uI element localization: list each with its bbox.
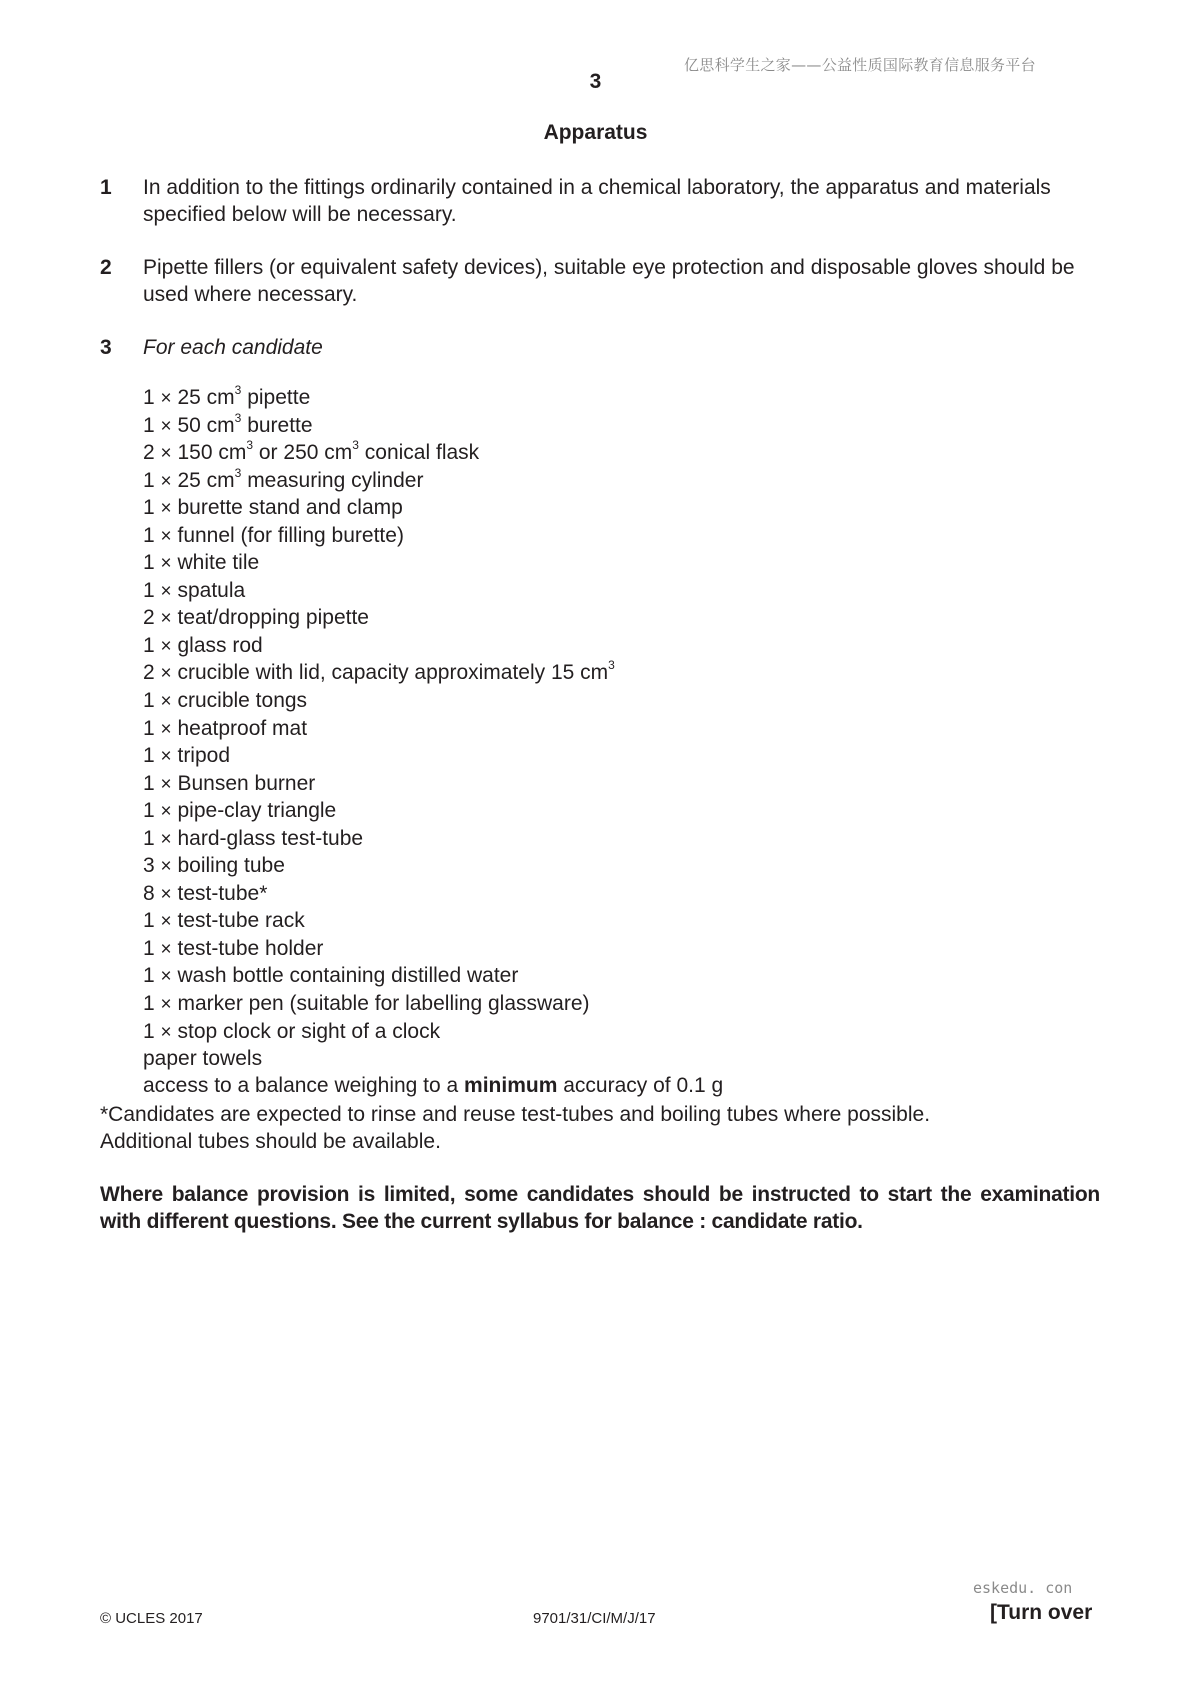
apparatus-item (143, 523, 723, 551)
times-symbol: × (160, 718, 172, 740)
unit-exponent: 3 (234, 383, 242, 397)
item-description: 50 cm (177, 413, 235, 437)
apparatus-item (143, 963, 723, 991)
item-count: 1 (143, 799, 155, 823)
times-symbol: × (160, 828, 172, 850)
apparatus-item (143, 633, 723, 661)
item-count: 1 (143, 578, 155, 602)
item-number: 1 (100, 176, 112, 199)
times-symbol: × (160, 608, 172, 630)
item-description: paper towels (143, 1047, 263, 1071)
item-description: measuring cylinder (241, 468, 424, 492)
item-description: accuracy of 0.1 g (557, 1073, 724, 1097)
item-description: heatproof mat (177, 716, 308, 740)
item-count: 1 (143, 826, 155, 850)
times-symbol: × (160, 911, 172, 933)
item-description: access to a balance weighing to a (143, 1073, 465, 1097)
item-count: 2 (143, 606, 155, 630)
item-description: glass rod (177, 633, 263, 657)
item-description: hard-glass test-tube (177, 826, 364, 850)
apparatus-item (143, 1073, 723, 1100)
item-description: burette (241, 413, 313, 437)
item-count: 3 (143, 854, 155, 878)
times-symbol: × (160, 525, 172, 547)
item-count: 1 (143, 551, 155, 575)
item-text: Pipette fillers (or equivalent safety devices), suitable eye protection and disposable gloves should be used where necessary. (143, 256, 1075, 306)
apparatus-item (143, 440, 723, 468)
item-count: 1 (143, 386, 155, 409)
unit-exponent: 3 (352, 438, 359, 453)
item-count: 1 (143, 964, 155, 988)
item-description: burette stand and clamp (177, 496, 403, 520)
apparatus-item (143, 908, 723, 936)
times-symbol: × (160, 443, 172, 465)
times-symbol: × (160, 801, 172, 823)
apparatus-item (143, 853, 723, 881)
item-count: 1 (143, 771, 155, 795)
item-description: boiling tube (177, 854, 285, 878)
note-line: Additional tubes should be available. (100, 1130, 441, 1153)
apparatus-item (143, 550, 723, 578)
times-symbol: × (160, 883, 172, 905)
balance-provision-note: Where balance provision is limited, some candidates should be instructed to start the examination with different questions. See the current syllabus for balance : candidate ratio. (100, 1183, 1100, 1233)
item-count: 1 (143, 992, 155, 1016)
item-description: marker pen (suitable for labelling glassware) (177, 992, 590, 1016)
times-symbol: × (160, 938, 172, 960)
item-description: conical flask (358, 441, 480, 465)
apparatus-item (143, 1046, 723, 1073)
apparatus-item (143, 936, 723, 964)
apparatus-item (143, 495, 723, 523)
times-symbol: × (160, 580, 172, 602)
instruction-item-2 (100, 254, 1100, 308)
item-count: 1 (143, 1019, 155, 1043)
unit-exponent: 3 (234, 465, 242, 480)
unit-exponent: 3 (246, 438, 254, 453)
apparatus-item (143, 991, 723, 1019)
copyright: © UCLES 2017 (100, 1610, 203, 1627)
times-symbol: × (160, 966, 172, 988)
apparatus-item (143, 1019, 723, 1047)
turn-over-label: [Turn over (990, 1601, 1093, 1624)
item-description: or 250 cm (253, 441, 353, 465)
times-symbol: × (160, 498, 172, 520)
item-number: 2 (100, 256, 112, 279)
item-description: test-tube rack (177, 909, 305, 933)
item-description: spatula (177, 578, 246, 602)
watermark-top: 亿思科学生之家——公益性质国际教育信息服务平台 (684, 56, 1036, 74)
unit-exponent: 3 (234, 410, 242, 425)
item-description: wash bottle containing distilled water (177, 964, 519, 988)
apparatus-list (143, 385, 723, 1099)
times-symbol: × (160, 635, 172, 657)
item-count: 1 (143, 909, 155, 933)
times-symbol: × (160, 994, 172, 1016)
apparatus-item (143, 743, 723, 771)
times-symbol: × (160, 415, 172, 437)
item-description: tripod (177, 744, 231, 768)
item-count: 1 (143, 744, 155, 768)
item-description: funnel (for filling burette) (177, 523, 404, 547)
apparatus-item (143, 465, 723, 496)
item-description: Bunsen burner (177, 771, 316, 795)
item-description: crucible with lid, capacity approximately 15 cm (177, 661, 609, 685)
instruction-item-1 (100, 174, 1100, 228)
item-count: 8 (143, 881, 155, 905)
instruction-item-3 (100, 334, 1100, 361)
unit-exponent: 3 (608, 658, 615, 673)
apparatus-item (143, 410, 723, 441)
times-symbol: × (160, 746, 172, 768)
item-description: test-tube holder (177, 936, 324, 960)
apparatus-item (143, 771, 723, 799)
apparatus-item (143, 798, 723, 826)
item-description: crucible tongs (177, 689, 308, 713)
item-text: In addition to the fittings ordinarily contained in a chemical laboratory, the apparatus and materials specified below will be necessary. (143, 176, 1051, 226)
item-count: 2 (143, 441, 155, 465)
item-count: 1 (143, 633, 155, 657)
item-description: white tile (177, 551, 260, 575)
times-symbol: × (160, 553, 172, 575)
item-count: 1 (143, 523, 155, 547)
times-symbol: × (160, 773, 172, 795)
times-symbol: × (160, 470, 172, 492)
item-count: 1 (143, 689, 155, 713)
document-code: 9701/31/CI/M/J/17 (533, 1610, 656, 1627)
item-text: For each candidate (143, 336, 323, 359)
item-description: pipe-clay triangle (177, 799, 337, 823)
apparatus-item (143, 385, 723, 413)
times-symbol: × (160, 691, 172, 713)
apparatus-item (143, 826, 723, 854)
apparatus-item (143, 578, 723, 606)
times-symbol: × (160, 388, 172, 409)
item-count: 1 (143, 413, 155, 437)
item-count: 1 (143, 716, 155, 740)
item-count: 1 (143, 468, 155, 492)
page-number: 3 (589, 70, 602, 93)
apparatus-item (143, 605, 723, 633)
item-description: 150 cm (177, 441, 247, 465)
apparatus-item (143, 688, 723, 716)
watermark-bottom: eskedu. con (973, 1579, 1073, 1597)
item-number: 3 (100, 336, 112, 359)
item-count: 1 (143, 936, 155, 960)
note-line: *Candidates are expected to rinse and reuse test-tubes and boiling tubes where possible. (100, 1103, 931, 1126)
item-description: test-tube* (177, 881, 268, 905)
item-count: 2 (143, 661, 155, 685)
times-symbol: × (160, 1021, 172, 1043)
item-count: 1 (143, 496, 155, 520)
apparatus-item (143, 660, 723, 688)
item-description: stop clock or sight of a clock (177, 1019, 441, 1043)
candidate-note (100, 1101, 1100, 1155)
item-description: pipette (241, 386, 311, 409)
emphasis-minimum: minimum (464, 1073, 558, 1097)
item-description: 25 cm (177, 386, 235, 409)
times-symbol: × (160, 856, 172, 878)
times-symbol: × (160, 663, 172, 685)
section-heading: Apparatus (543, 121, 648, 144)
apparatus-item (143, 716, 723, 744)
item-description: teat/dropping pipette (177, 606, 369, 630)
apparatus-item (143, 881, 723, 909)
item-description: 25 cm (177, 468, 235, 492)
